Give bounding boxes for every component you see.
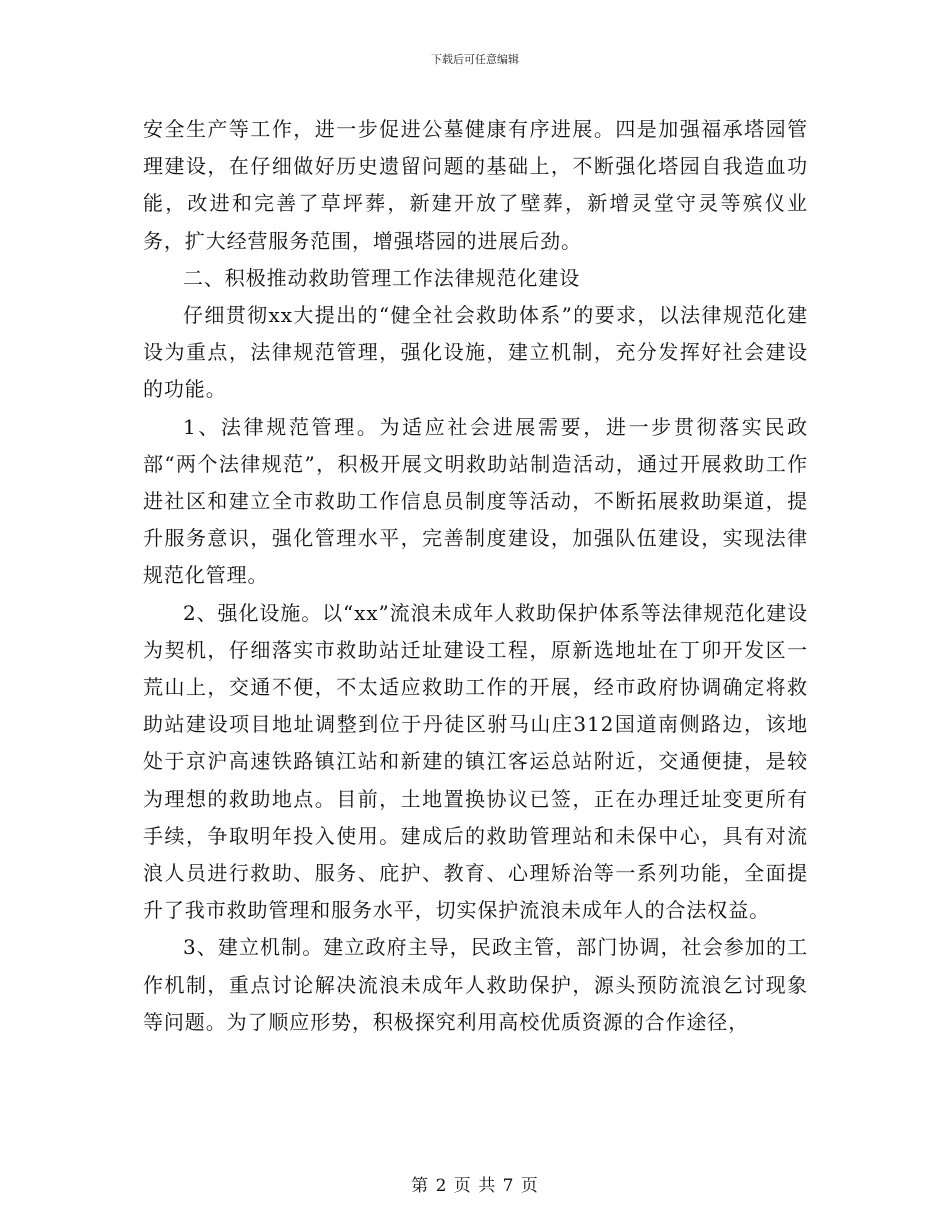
document-body — [143, 111, 808, 1041]
paragraph-3: 1、法律规范管理。为适应社会进展需要，进一步贯彻落实民政部“两个法律规范”，积极开展文明救助站制造活动，通过开展救助工作进社区和建立全市救助工作信息员制度等活动，不断拓展救助渠道，提升服务意识，强化管理水平，完善制度建设，加强队伍建设，实现法律规范化管理。 — [143, 414, 808, 588]
paragraph-5: 3、建立机制。建立政府主导，民政主管，部门协调，社会参加的工作机制，重点讨论解决流浪未成年人救助保护，源头预防流浪乞讨现象等问题。为了顺应形势，积极探究利用高校优质资源的合作途径， — [143, 935, 808, 1034]
page-number-footer: 第 2 页 共 7 页 — [411, 1176, 539, 1196]
paragraph-1: 安全生产等工作，进一步促进公墓健康有序进展。四是加强福承塔园管理建设，在仔细做好历史遗留问题的基础上，不断强化塔园自我造血功能，改进和完善了草坪葬，新建开放了壁葬，新增灵堂守灵等殡仪业务，扩大经营服务范围，增强塔园的进展后劲。 — [143, 117, 808, 253]
paragraph-4: 2、强化设施。以“xx”流浪未成年人救助保护体系等法律规范化建设为契机，仔细落实市救助站迁址建设工程，原新选地址在丁卯开发区一荒山上，交通不便，不太适应救助工作的开展，经市政府协调确定将救助站建设项目地址调整到位于丹徒区驸马山庄312国道南侧路边，该地处于京沪高速铁路镇江站和新建的镇江客运总站附近，交通便捷，是较为理想的救助地点。目前，土地置换协议已签，正在办理迁址变更所有手续，争取明年投入使用。建成后的救助管理站和未保中心，具有对流浪人员进行救助、服务、庇护、教育、心理矫治等一系列功能，全面提升了我市救助管理和服务水平，切实保护流浪未成年人的合法权益。 — [143, 600, 808, 923]
paragraph-2: 仔细贯彻xx大提出的“健全社会救助体系”的要求，以法律规范化建设为重点，法律规范管理，强化设施，建立机制，充分发挥好社会建设的功能。 — [143, 303, 808, 402]
page-header: 下载后可任意编辑 — [431, 53, 519, 66]
section-heading: 二、积极推动救助管理工作法律规范化建设 — [183, 265, 581, 290]
